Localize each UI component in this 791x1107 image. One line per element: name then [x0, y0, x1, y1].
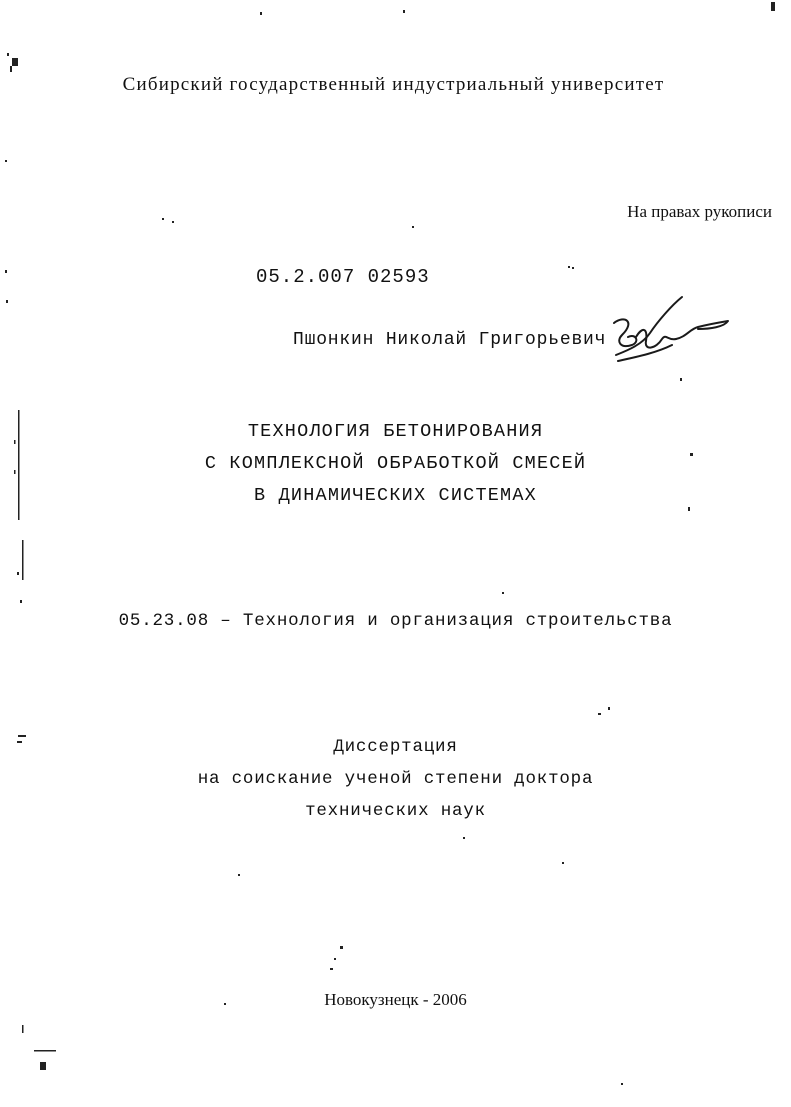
- degree-line-3: технических наук: [305, 801, 486, 821]
- university-name: Сибирский государственный индустриальный университет: [122, 74, 665, 95]
- city-year: Новокузнецк - 2006: [324, 990, 467, 1009]
- title-line-1: ТЕХНОЛОГИЯ БЕТОНИРОВАНИЯ: [247, 421, 544, 442]
- degree-line-1: Диссертация: [333, 737, 458, 757]
- author-name: Пшонкин Николай Григорьевич: [293, 330, 607, 350]
- registration-code: 05.2.007 02593: [256, 266, 430, 288]
- manuscript-rights-note: На правах рукописи: [627, 202, 772, 221]
- signature-image: [606, 293, 736, 373]
- specialty-code: 05.23.08 – Технология и организация строительства: [118, 611, 673, 631]
- title-line-2: С КОМПЛЕКСНОЙ ОБРАБОТКОЙ СМЕСЕЙ: [204, 453, 587, 474]
- degree-line-2: на соискание ученой степени доктора: [197, 769, 594, 789]
- title-line-3: В ДИНАМИЧЕСКИХ СИСТЕМАХ: [254, 485, 537, 506]
